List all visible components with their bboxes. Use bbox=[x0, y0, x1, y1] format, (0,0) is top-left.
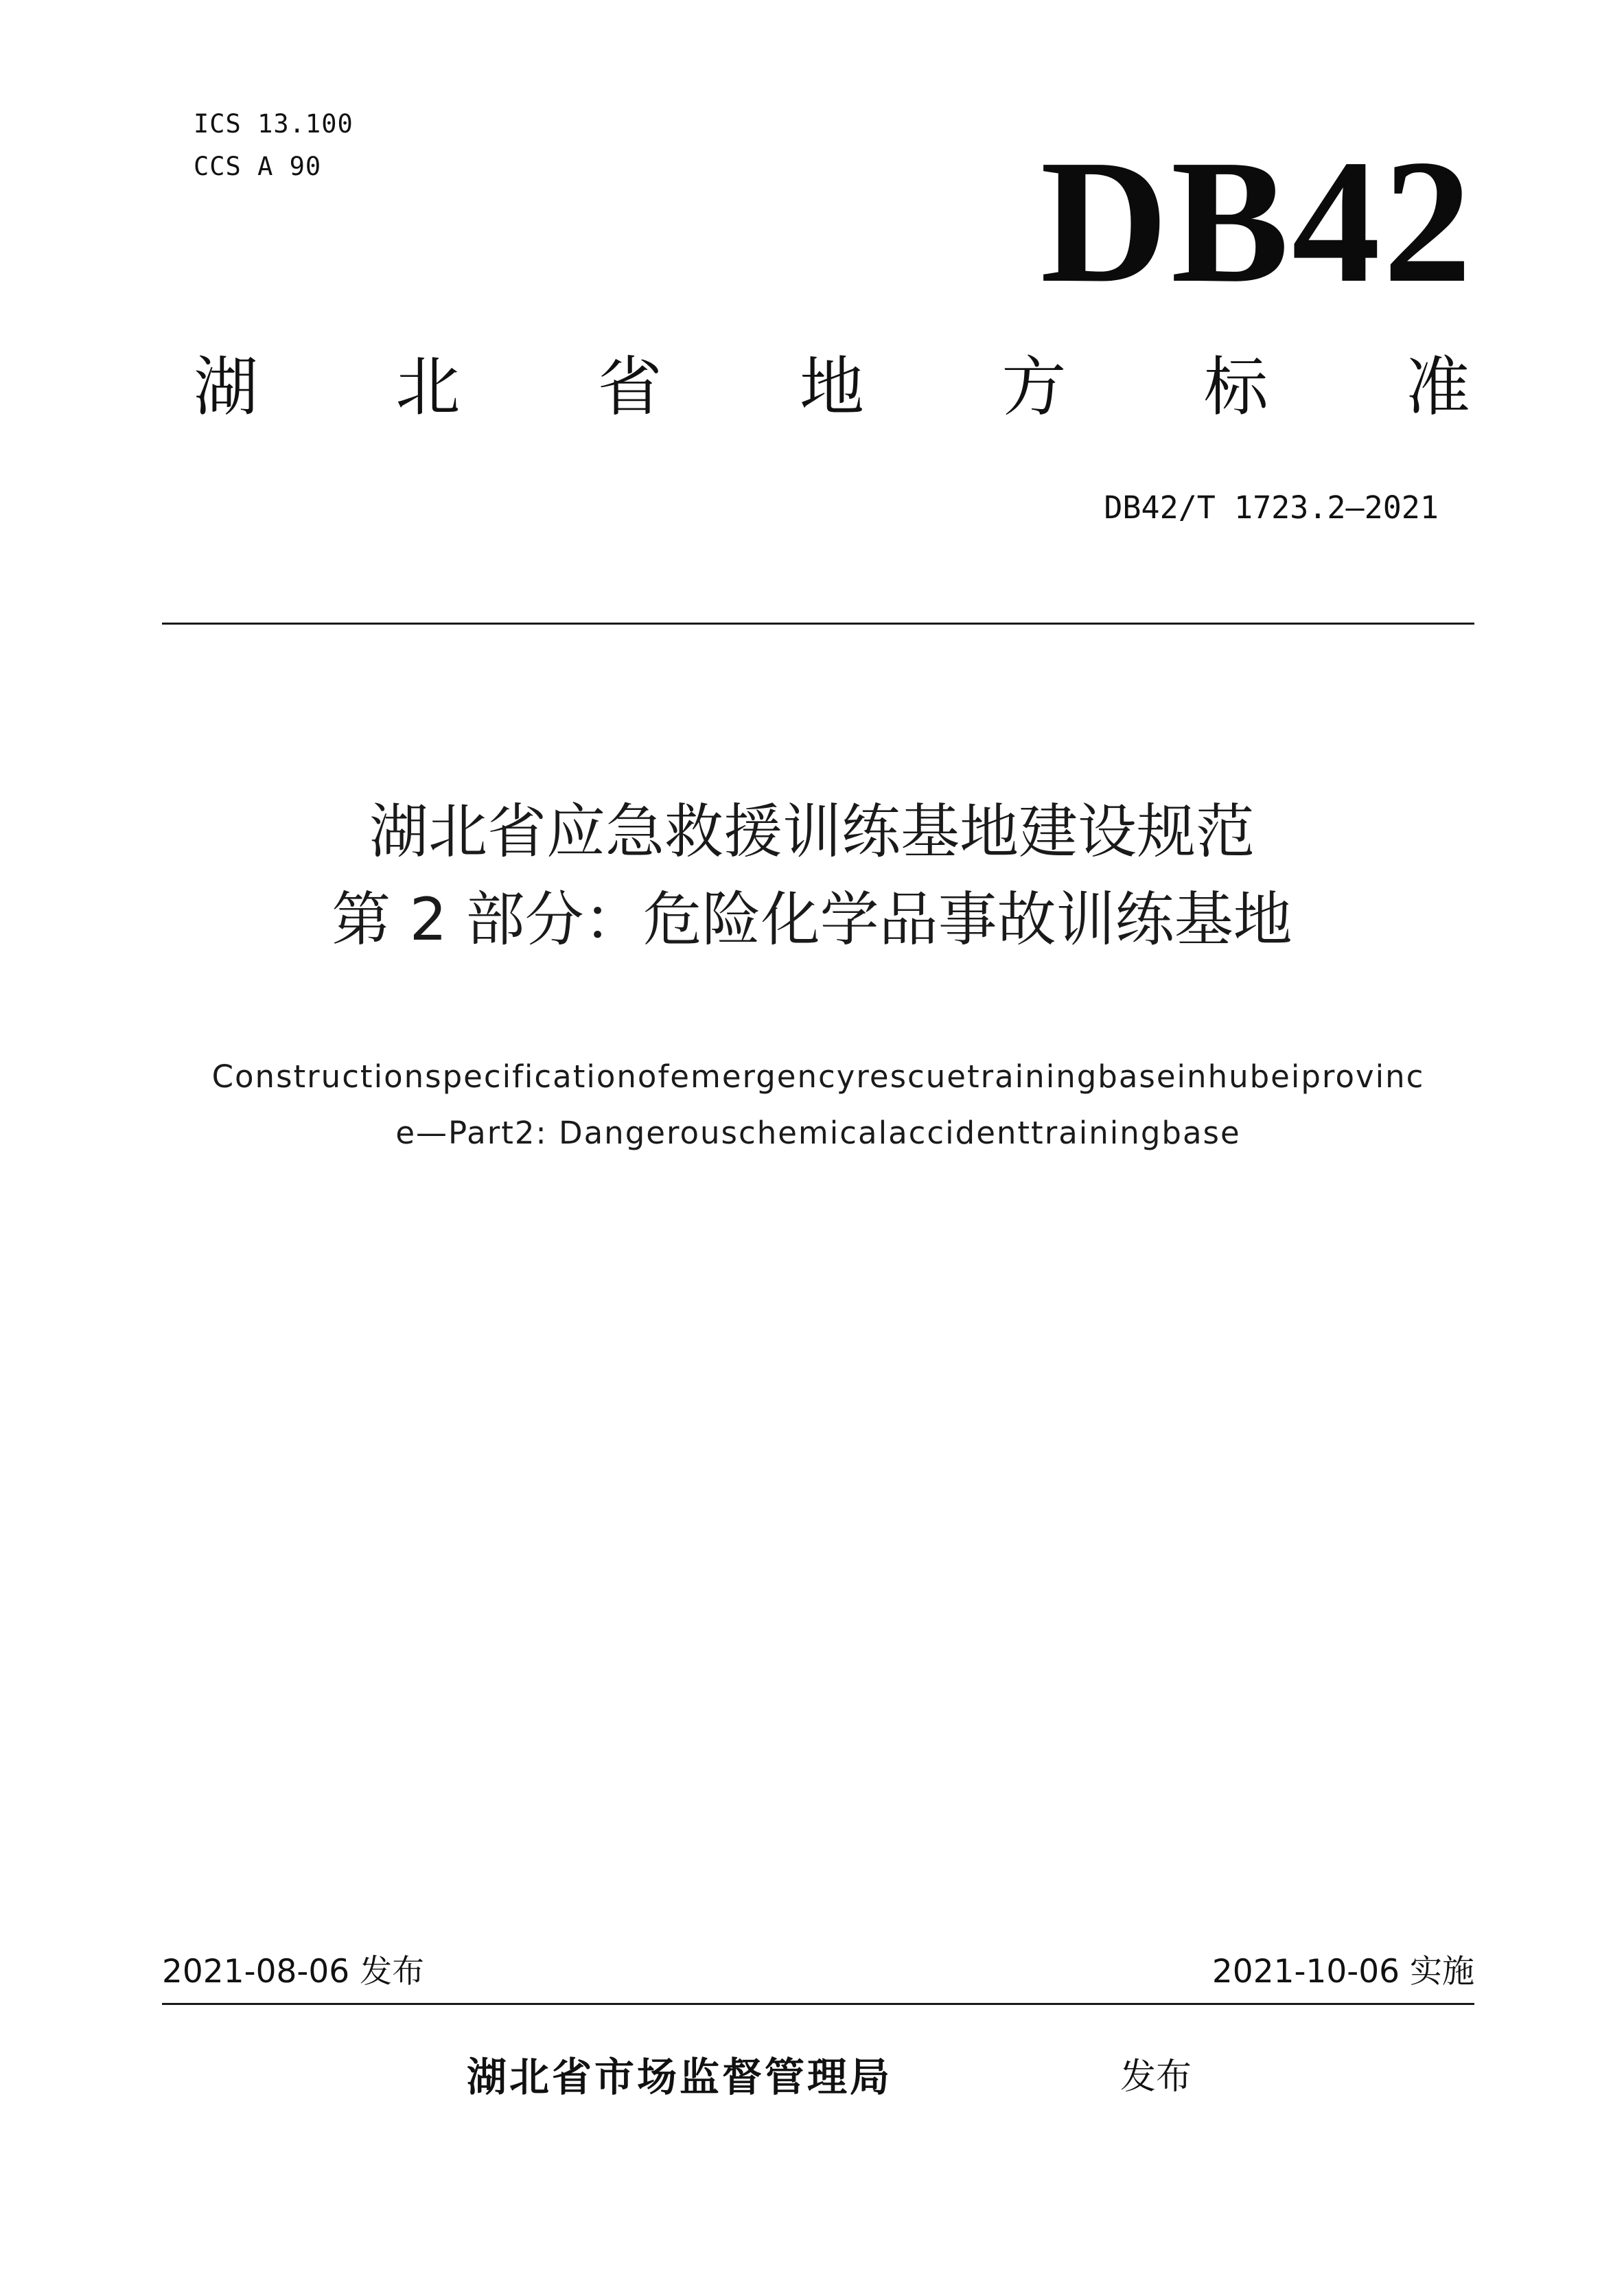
english-title-line-2: e—Part2: Dangerouschemicalaccidenttrainingbase bbox=[395, 1115, 1241, 1151]
english-title-line-1: Constructionspecificationofemergencyrescuetrainingbaseinhubeiprovinc bbox=[211, 1058, 1425, 1095]
title-line-1: 湖北省应急救援训练基地建设规范 bbox=[369, 798, 1255, 866]
standard-type-char: 湖 bbox=[194, 350, 259, 425]
db42-logo: DB42 bbox=[1040, 123, 1474, 319]
classification-codes bbox=[194, 103, 353, 188]
english-title bbox=[162, 1049, 1474, 1161]
standard-number: DB42/T 1723.2—2021 bbox=[1104, 489, 1439, 526]
standard-type-heading bbox=[194, 343, 1470, 432]
standard-type-char: 省 bbox=[597, 350, 662, 425]
standard-type-char: 北 bbox=[395, 350, 461, 425]
standard-type-char: 准 bbox=[1405, 350, 1470, 425]
ics-code: ICS 13.100 bbox=[194, 109, 353, 139]
standard-type-char: 标 bbox=[1203, 350, 1268, 425]
standard-type-char: 地 bbox=[799, 350, 864, 425]
bottom-divider bbox=[162, 2003, 1474, 2005]
document-title bbox=[0, 788, 1624, 964]
top-divider bbox=[162, 623, 1474, 625]
issue-date: 2021-08-06 发布 bbox=[162, 1953, 425, 1991]
issuing-authority: 湖北省市场监督管理局 bbox=[467, 2054, 893, 2100]
ccs-code: CCS A 90 bbox=[194, 152, 322, 181]
standard-type-char: 方 bbox=[1001, 350, 1067, 425]
implementation-date: 2021-10-06 实施 bbox=[1211, 1953, 1474, 1991]
issued-label: 发布 bbox=[1120, 2056, 1192, 2098]
title-line-2: 第 2 部分：危险化学品事故训练基地 bbox=[332, 885, 1292, 954]
